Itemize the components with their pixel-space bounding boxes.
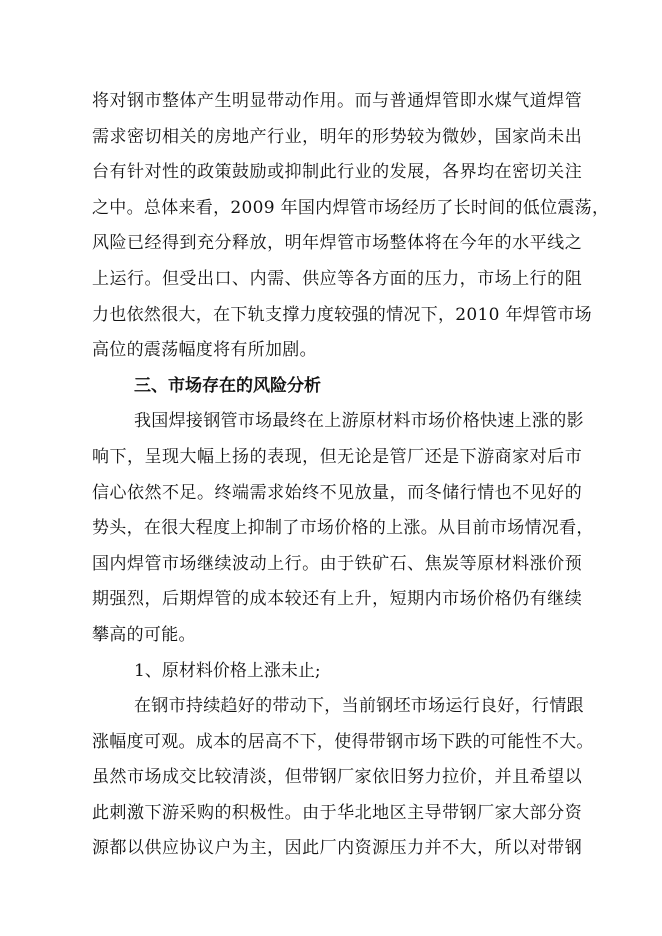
text-line: 信心依然不足。终端需求始终不见放量，而冬储行情也不见好的	[92, 482, 582, 503]
text-line: 虽然市场成交比较清淡，但带钢厂家依旧努力拉价，并且希望以	[92, 767, 582, 788]
section-heading: 三、市场存在的风险分析	[134, 375, 321, 396]
text-line: 力也依然很大，在下轨支撑力度较强的情况下，2010 年焊管市场	[92, 304, 592, 325]
document-body	[92, 84, 610, 867]
text-line: 高位的震荡幅度将有所加剧。	[92, 340, 317, 361]
paragraph-3	[92, 689, 594, 867]
text-line: 源都以供应协议户为主，因此厂内资源压力并不大，所以对带钢	[92, 838, 582, 859]
text-line: 风险已经得到充分释放，明年焊管市场整体将在今年的水平线之	[92, 233, 582, 254]
paragraph-2	[92, 404, 594, 653]
paragraph-1	[92, 84, 610, 369]
text-line: 将对钢市整体产生明显带动作用。而与普通焊管即水煤气道焊管	[92, 91, 582, 111]
text-line: 之中。总体来看，2009 年国内焊管市场经历了长时间的低位震荡，	[92, 197, 610, 218]
text-line: 我国焊接钢管市场最终在上游原材料市场价格快速上涨的影	[134, 411, 584, 432]
subsection-heading: 1、原材料价格上涨未止;	[134, 660, 321, 681]
text-line: 台有针对性的政策鼓励或抑制此行业的发展，各界均在密切关注	[92, 162, 582, 183]
text-line: 期强烈，后期焊管的成本较还有上升，短期内市场价格仍有继续	[92, 589, 582, 610]
text-line: 攀高的可能。	[92, 624, 196, 645]
text-line: 上运行。但受出口、内需、供应等各方面的压力，市场上行的阻	[92, 268, 582, 289]
text-line: 需求密切相关的房地产行业，明年的形势较为微妙，国家尚未出	[92, 126, 582, 147]
text-line: 在钢市持续趋好的带动下，当前钢坯市场运行良好，行情跟	[134, 696, 584, 717]
text-line: 此刺激下游采购的积极性。由于华北地区主导带钢厂家大部分资	[92, 802, 582, 823]
text-line: 涨幅度可观。成本的居高不下，使得带钢市场下跌的可能性不大。	[92, 731, 594, 752]
text-line: 响下，呈现大幅上扬的表现，但无论是管厂还是下游商家对后市	[92, 446, 582, 467]
text-line: 国内焊管市场继续波动上行。由于铁矿石、焦炭等原材料涨价预	[92, 553, 582, 574]
text-line: 势头，在很大程度上抑制了市场价格的上涨。从目前市场情况看，	[92, 518, 594, 539]
